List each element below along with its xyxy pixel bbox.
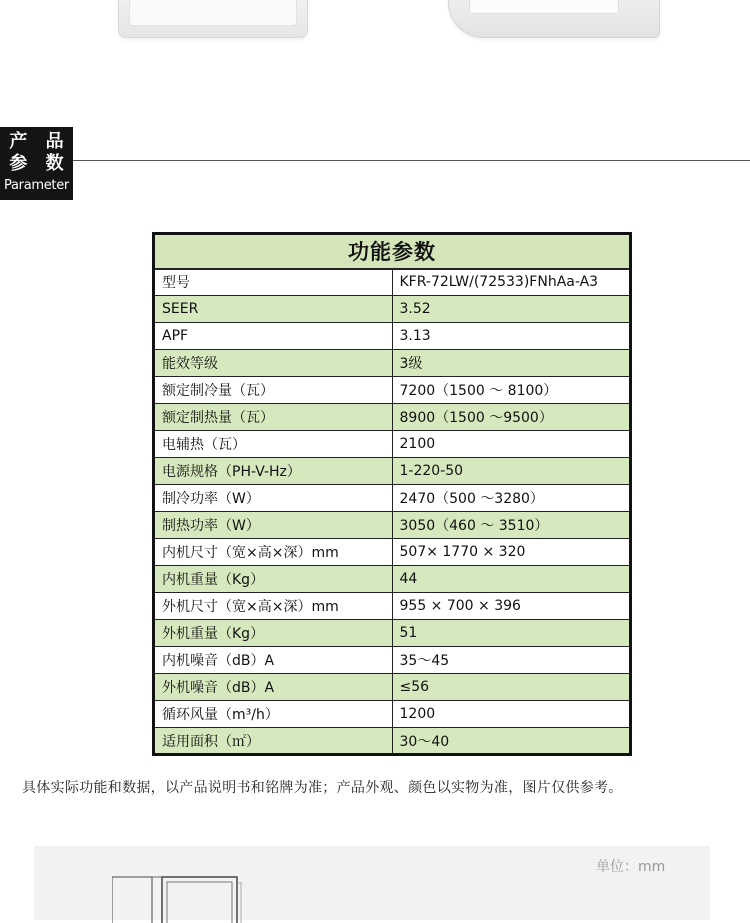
param-label: 内机尺寸（宽×高×深）mm xyxy=(154,539,393,566)
param-value: 2470（500 ～3280） xyxy=(392,485,631,512)
param-value: 1200 xyxy=(392,701,631,728)
param-label: 循环风量（m³/h） xyxy=(154,701,393,728)
table-row xyxy=(154,404,631,431)
section-title-line2: 参 数 xyxy=(9,153,70,174)
param-label: 型号 xyxy=(154,269,393,296)
param-label: 适用面积（㎡） xyxy=(154,728,393,755)
param-label: 内机噪音（dB）A xyxy=(154,647,393,674)
param-label: APF xyxy=(154,323,393,350)
table-row xyxy=(154,728,631,755)
param-label: 制热功率（W） xyxy=(154,512,393,539)
indoor-unit-side-image xyxy=(448,0,660,38)
param-value: ≤56 xyxy=(392,674,631,701)
param-value: 507× 1770 × 320 xyxy=(392,539,631,566)
table-row xyxy=(154,269,631,296)
indoor-unit-image xyxy=(118,0,308,38)
param-value: 35～45 xyxy=(392,647,631,674)
param-value: 8900（1500 ～9500） xyxy=(392,404,631,431)
param-label: 外机重量（Kg） xyxy=(154,620,393,647)
table-row xyxy=(154,512,631,539)
param-value: 7200（1500 ～ 8100） xyxy=(392,377,631,404)
unit-label: 单位：mm xyxy=(596,859,666,875)
table-title: 功能参数 xyxy=(154,234,631,269)
param-value: 3.52 xyxy=(392,296,631,323)
param-value: 3级 xyxy=(392,350,631,377)
param-label: 制冷功率（W） xyxy=(154,485,393,512)
param-value: 2100 xyxy=(392,431,631,458)
table-row xyxy=(154,647,631,674)
param-value: 51 xyxy=(392,620,631,647)
param-label: 额定制冷量（瓦） xyxy=(154,377,393,404)
parameter-table xyxy=(152,232,632,756)
table-row xyxy=(154,458,631,485)
param-label: 内机重量（Kg） xyxy=(154,566,393,593)
param-label: 额定制热量（瓦） xyxy=(154,404,393,431)
param-value: 44 xyxy=(392,566,631,593)
param-value: 955 × 700 × 396 xyxy=(392,593,631,620)
table-row xyxy=(154,674,631,701)
param-label: 电源规格（PH-V-Hz） xyxy=(154,458,393,485)
disclaimer-note: 具体实际功能和数据，以产品说明书和铭牌为准；产品外观、颜色以实物为准，图片仅供参考。 xyxy=(22,780,623,796)
param-label: 能效等级 xyxy=(154,350,393,377)
product-photo-strip xyxy=(0,0,750,55)
section-title-en: Parameter xyxy=(4,178,69,193)
table-row xyxy=(154,539,631,566)
section-title-line1: 产 品 xyxy=(9,131,70,152)
table-title-row xyxy=(154,234,631,269)
table-row xyxy=(154,593,631,620)
table-row xyxy=(154,431,631,458)
table-row xyxy=(154,485,631,512)
param-label: SEER xyxy=(154,296,393,323)
section-title-badge xyxy=(0,127,73,200)
param-value: KFR-72LW/(72533)FNhAa-A3 xyxy=(392,269,631,296)
table-row xyxy=(154,350,631,377)
param-value: 3050（460 ～ 3510） xyxy=(392,512,631,539)
table-row xyxy=(154,566,631,593)
param-label: 外机尺寸（宽×高×深）mm xyxy=(154,593,393,620)
table-row xyxy=(154,620,631,647)
param-value: 1-220-50 xyxy=(392,458,631,485)
section-divider xyxy=(73,160,750,161)
param-value: 3.13 xyxy=(392,323,631,350)
param-label: 电辅热（瓦） xyxy=(154,431,393,458)
dimension-drawing xyxy=(112,873,242,923)
param-label: 外机噪音（dB）A xyxy=(154,674,393,701)
table-row xyxy=(154,323,631,350)
table-row xyxy=(154,701,631,728)
table-row xyxy=(154,377,631,404)
table-row xyxy=(154,296,631,323)
param-value: 30～40 xyxy=(392,728,631,755)
